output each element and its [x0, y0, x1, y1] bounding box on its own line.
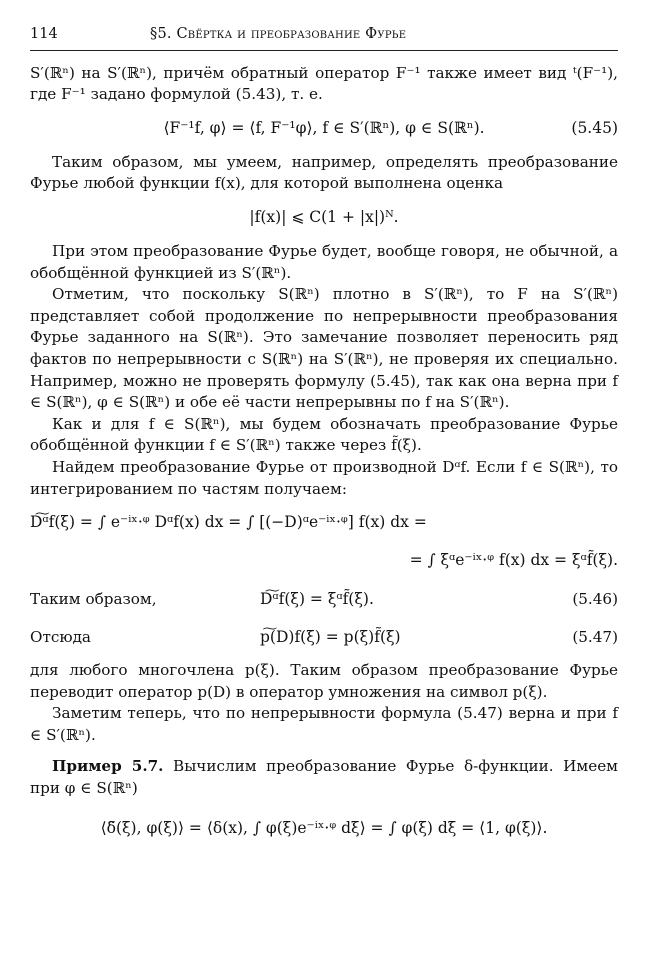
equation-delta-formula: ⟨δ̃(ξ), φ(ξ)⟩ = ⟨δ(x), ∫ φ(ξ)e⁻ⁱˣ·ᵠ dξ⟩ = ∫ φ(ξ) dξ = ⟨1, φ(ξ)⟩.	[100, 818, 548, 837]
equation-5-46-lead: Таким образом,	[30, 590, 157, 609]
paragraph-7: для любого многочлена p(ξ). Таким образом преобразование Фурье переводит оператор p(D) в оператор умножения на символ p(ξ).	[30, 661, 618, 701]
equation-5-47-formula: p͠(D)f(ξ) = p(ξ)f̃(ξ)	[260, 628, 401, 647]
equation-5-47-row	[30, 622, 618, 654]
paragraph-1: S′(ℝⁿ) на S′(ℝⁿ), причём обратный оператор F⁻¹ также имеет вид ᵗ(F⁻¹), где F⁻¹ задано формулой (5.43), т. е.	[30, 63, 618, 104]
equation-5-46-formula: D͠ᵅf(ξ) = ξᵅf̃(ξ).	[260, 590, 374, 609]
paragraph-5: Как и для f ∈ S(ℝⁿ), мы будем обозначать преобразование Фурье обобщённой функции f ∈ S′(ℝⁿ) также через f̃(ξ).	[30, 414, 618, 455]
book-page	[30, 24, 618, 852]
equation-derivative-line-2-formula: = ∫ ξᵅe⁻ⁱˣ·ᵠ f(x) dx = ξᵅf̃(ξ).	[409, 551, 618, 570]
equation-estimate-formula: |f(x)| ⩽ C(1 + |x|)ᴺ.	[249, 208, 399, 227]
equation-5-47-lead: Отсюда	[30, 628, 91, 647]
example-label: Пример 5.7.	[52, 757, 164, 776]
equation-derivative-line-1-formula: D͠ᵅf(ξ) = ∫ e⁻ⁱˣ·ᵠ Dᵅf(x) dx = ∫ [(−D)ᵅe⁻ⁱˣ·ᵠ] f(x) dx =	[30, 513, 427, 532]
equation-5-45-number: (5.45)	[571, 118, 618, 137]
paragraph-8: Заметим теперь, что по непрерывности формула (5.47) верна и при f ∈ S′(ℝⁿ).	[30, 704, 618, 744]
paragraph-4: Отметим, что поскольку S(ℝⁿ) плотно в S′(ℝⁿ), то F на S′(ℝⁿ) представляет собой продолжение по непрерывности преобразования Фурье заданного на S(ℝⁿ). Это замечание позволяет переносить ряд фактов по непрерывности с S(ℝⁿ) на S′(ℝⁿ), не проверяя их специально. Например, можно не проверять формулу (5.45), так как она верна при f ∈ S(ℝⁿ), φ ∈ S(ℝⁿ) и обе её части непрерывны по f на S′(ℝⁿ).	[30, 285, 618, 412]
paragraph-6: Найдем преобразование Фурье от производной Dᵅf. Если f ∈ S(ℝⁿ), то интегрированием по частям получаем:	[30, 457, 618, 498]
equation-delta	[30, 814, 618, 844]
paragraph-3: При этом преобразование Фурье будет, вообще говоря, не обычной, а обобщённой функцией из S′(ℝⁿ).	[30, 241, 618, 282]
equation-5-47-number: (5.47)	[572, 628, 618, 647]
section-title: §5. Свёртка и преобразование Фурье	[150, 26, 407, 42]
running-head	[30, 24, 618, 51]
spacer	[30, 746, 618, 756]
equation-derivative-line-1	[30, 508, 618, 538]
example-paragraph	[30, 756, 618, 799]
equation-5-46-number: (5.46)	[572, 590, 618, 609]
example-text: Вычислим преобразование Фурье δ-функции. Имеем при φ ∈ S(ℝⁿ)	[30, 757, 618, 798]
equation-5-46-row	[30, 584, 618, 616]
equation-derivative-line-2	[30, 546, 618, 576]
equation-5-45-formula: ⟨F⁻¹f, φ⟩ = ⟨f, F⁻¹φ⟩, f ∈ S′(ℝⁿ), φ ∈ S(ℝⁿ).	[163, 118, 485, 137]
page-number: 114	[30, 26, 58, 42]
equation-estimate	[30, 203, 618, 233]
paragraph-2: Таким образом, мы умеем, например, определять преобразование Фурье любой функции f(x), для которой выполнена оценка	[30, 152, 618, 193]
equation-5-45	[30, 114, 618, 144]
